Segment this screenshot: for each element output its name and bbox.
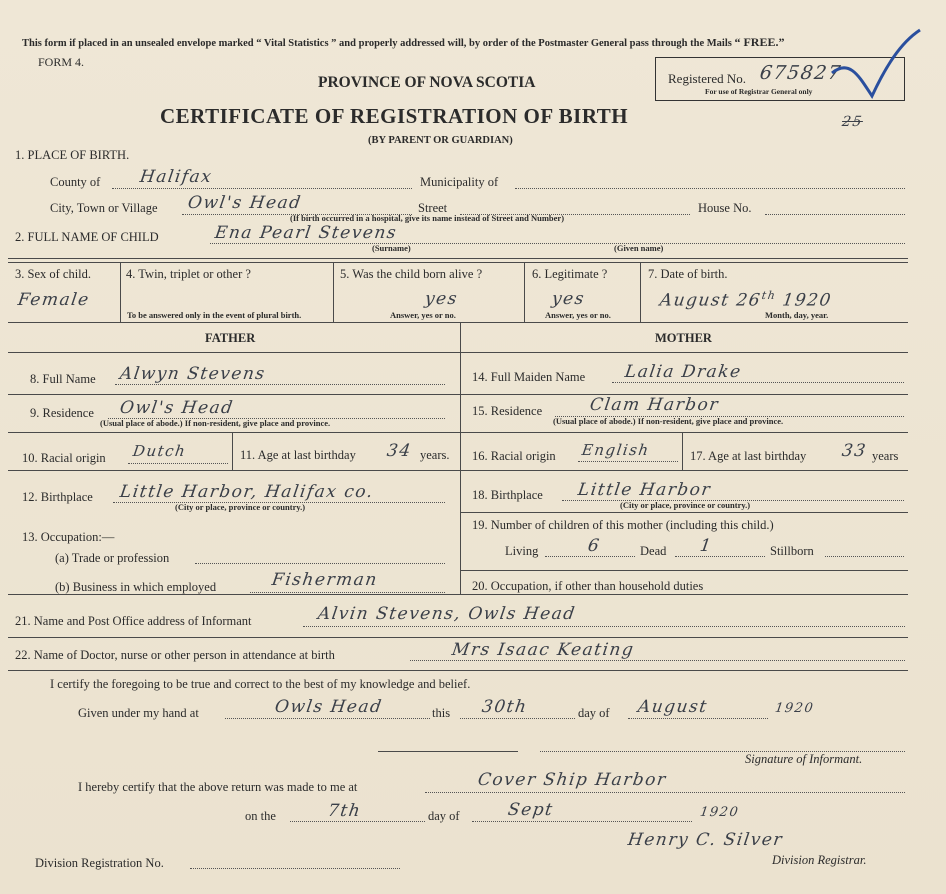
living-label: Living [505,544,539,558]
hospital-note: (If birth occurred in a hospital, give its name instead of Street and Number) [290,213,565,223]
children-count-label: 19. Number of children of this mother (including this child.) [472,518,774,532]
on-the-label: on the [245,809,276,823]
mother-occupation-label: 20. Occupation, if other than household duties [472,579,704,593]
living-value: 6 [586,536,602,556]
father-name-value: Alwyn Stevens [118,364,268,384]
mother-birthplace-note: (City or place, province or country.) [620,500,751,510]
trade-label: (a) Trade or profession [55,551,170,565]
legitimate-label: 6. Legitimate ? [532,267,608,281]
father-residence-label: 9. Residence [30,406,94,420]
birth-date-label: 7. Date of birth. [648,267,728,281]
father-occupation-label: 13. Occupation:— [22,530,115,544]
mother-residence-value: Clam Harbor [588,395,721,415]
street-label: Street [418,201,448,215]
given-year-value: 1920 [773,701,816,716]
this-label: this [432,706,451,720]
father-residence-note: (Usual place of abode.) If non-resident, give place and province. [100,418,331,428]
alive-value: yes [423,289,460,309]
certificate-subtitle: (BY PARENT OR GUARDIAN) [368,135,513,146]
father-racial-value: Dutch [131,442,188,460]
registrar-month-value: Sept [506,800,555,820]
sex-value: Female [16,290,92,310]
registrar-place-value: Cover Ship Harbor [476,770,668,790]
mother-age-label: 17. Age at last birthday [690,449,807,463]
mother-heading: MOTHER [655,331,712,345]
father-age-label: 11. Age at last birthday [240,448,356,462]
child-name-value: Ena Pearl Stevens [213,223,399,243]
check-mark-icon [830,28,925,103]
birth-date-note: Month, day, year. [765,310,829,320]
certify-text: I certify the foregoing to be true and correct to the best of my knowledge and belief. [50,677,471,691]
father-years-label: years. [420,448,450,462]
city-label: City, Town or Village [50,201,158,215]
stillborn-label: Stillborn [770,544,814,558]
alive-label: 5. Was the child born alive ? [340,267,483,281]
father-heading: FATHER [205,331,256,345]
informant-signature-label: Signature of Informant. [745,752,863,766]
mother-name-value: Lalia Drake [623,362,743,382]
business-label: (b) Business in which employed [55,580,217,594]
province-heading: PROVINCE OF NOVA SCOTIA [318,74,536,91]
mother-residence-label: 15. Residence [472,404,543,418]
mother-residence-note: (Usual place of abode.) If non-resident, give place and province. [553,416,784,426]
registrar-year-value: 1920 [698,805,741,820]
sex-label: 3. Sex of child. [15,267,92,281]
mother-birthplace-value: Little Harbor [576,480,713,500]
form-number: FORM 4. [38,55,85,69]
mother-birthplace-label: 18. Birthplace [472,488,543,502]
house-no-label: House No. [698,201,752,215]
informant-label: 21. Name and Post Office address of Informant [15,614,252,628]
registered-label: Registered No. [668,71,746,86]
given-month-value: August [636,697,710,717]
registrar-day-of-label: day of [428,809,460,823]
certificate-title: CERTIFICATE OF REGISTRATION OF BIRTH [160,104,629,128]
division-registration-label: Division Registration No. [35,856,164,870]
mother-racial-label: 16. Racial origin [472,449,556,463]
mother-name-label: 14. Full Maiden Name [472,370,586,384]
father-residence-value: Owl's Head [118,398,236,418]
given-place-value: Owls Head [273,697,384,717]
twin-label: 4. Twin, triplet or other ? [126,267,251,281]
birth-date-value: August 26th 1920 [658,289,834,311]
city-value: Owl's Head [186,193,304,213]
registered-number: 675827 [758,62,844,84]
alive-note: Answer, yes or no. [390,310,456,320]
doctor-label: 22. Name of Doctor, nurse or other person in attendance at birth [15,648,335,662]
registrar-signature: Henry C. Silver [626,830,785,850]
given-name-note: (Given name) [614,243,664,253]
doctor-value: Mrs Isaac Keating [450,640,636,660]
legitimate-note: Answer, yes or no. [545,310,611,320]
legitimate-value: yes [550,289,587,309]
registered-corner-mark: 25 [840,114,864,130]
mother-racial-value: English [580,441,651,459]
registrar-certify-text: I hereby certify that the above return was made to me at [78,780,358,794]
dead-value: 1 [698,536,714,556]
father-racial-label: 10. Racial origin [22,451,106,465]
informant-value: Alvin Stevens, Owls Head [316,604,578,624]
father-birthplace-value: Little Harbor, Halifax co. [118,482,376,502]
business-value: Fisherman [270,570,380,590]
place-heading: 1. PLACE OF BIRTH. [15,148,130,162]
given-under-label: Given under my hand at [78,706,199,720]
father-birthplace-label: 12. Birthplace [22,490,93,504]
municipality-label: Municipality of [420,175,499,189]
mailing-notice: This form if placed in an unsealed envelope marked “ Vital Statistics ” and properly addressed will, by order of the Postmaster General pass through the Mails “ FREE.” [22,35,785,49]
registrar-day-value: 7th [326,801,363,821]
twin-note: To be answered only in the event of plural birth. [127,310,302,320]
child-name-label: 2. FULL NAME OF CHILD [15,230,159,244]
father-age-value: 34 [385,441,414,461]
county-value: Halifax [138,167,214,187]
dead-label: Dead [640,544,667,558]
father-name-label: 8. Full Name [30,372,96,386]
given-day-value: 30th [480,697,529,717]
division-registrar-title: Division Registrar. [772,853,867,867]
registrar-only-note: For use of Registrar General only [705,87,813,96]
surname-note: (Surname) [372,243,411,253]
mother-years-label: years [872,449,899,463]
mother-age-value: 33 [840,441,869,461]
county-label: County of [50,175,101,189]
father-birthplace-note: (City or place, province or country.) [175,502,306,512]
day-of-label: day of [578,706,610,720]
